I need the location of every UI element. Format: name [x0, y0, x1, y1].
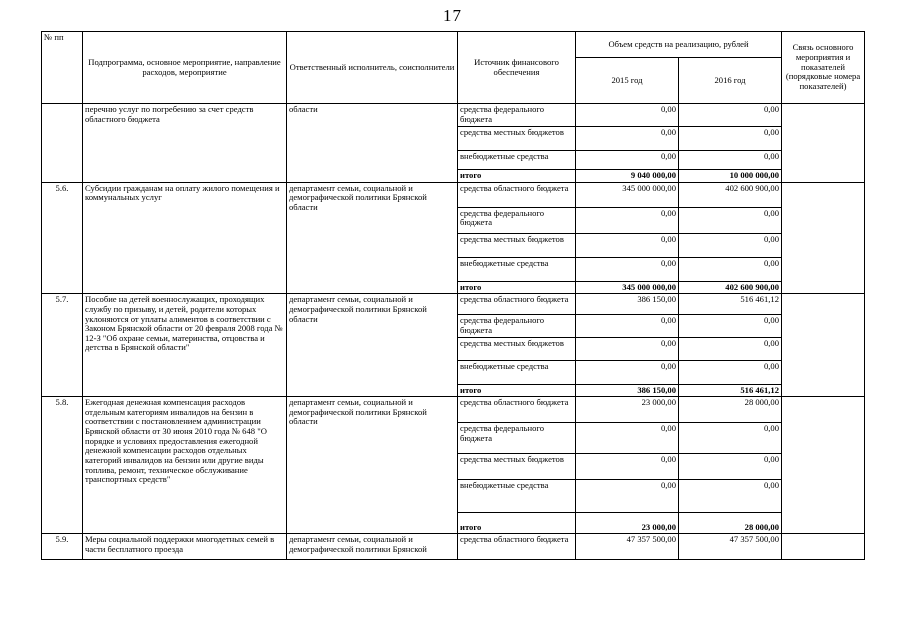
program-name: Субсидии гражданам на оплату жилого помещения и коммунальных услуг	[83, 182, 287, 294]
executor: департамент семьи, социальной и демографической политики Брянской области	[287, 294, 458, 397]
indicator-link	[782, 397, 865, 534]
header-volume: Объем средств на реализацию, рублей	[576, 32, 782, 58]
funding-source: средства местных бюджетов	[458, 454, 576, 480]
header-no: № пп	[42, 32, 83, 104]
funding-source: средства областного бюджета	[458, 397, 576, 423]
table-body	[42, 104, 865, 560]
page-number: 17	[443, 6, 462, 25]
funding-source: средства местных бюджетов	[458, 337, 576, 360]
total-2015: 345 000 000,00	[576, 281, 679, 294]
amount-2015: 386 150,00	[576, 294, 679, 315]
executor: департамент семьи, социальной и демографической политики Брянской области	[287, 182, 458, 294]
table-row	[42, 397, 865, 423]
funding-source: средства областного бюджета	[458, 534, 576, 560]
total-2016: 402 600 900,00	[679, 281, 782, 294]
total-2016: 28 000,00	[679, 513, 782, 534]
funding-source: средства местных бюджетов	[458, 127, 576, 151]
program-name: Меры социальной поддержки многодетных семей в части бесплатного проезда	[83, 534, 287, 560]
amount-2015: 0,00	[576, 104, 679, 127]
indicator-link	[782, 294, 865, 397]
amount-2016: 0,00	[679, 257, 782, 281]
header-executor: Ответственный исполнитель, соисполнители	[287, 32, 458, 104]
funding-source: средства федерального бюджета	[458, 207, 576, 233]
amount-2016: 0,00	[679, 480, 782, 513]
amount-2016: 0,00	[679, 454, 782, 480]
amount-2015: 0,00	[576, 315, 679, 337]
total-2015: 386 150,00	[576, 384, 679, 397]
amount-2015: 0,00	[576, 337, 679, 360]
amount-2016: 0,00	[679, 104, 782, 127]
amount-2016: 402 600 900,00	[679, 182, 782, 207]
amount-2015: 0,00	[576, 480, 679, 513]
funding-source: внебюджетные средства	[458, 480, 576, 513]
amount-2015: 0,00	[576, 454, 679, 480]
executor: департамент семьи, социальной и демографической политики Брянской	[287, 534, 458, 560]
funding-source: внебюджетные средства	[458, 360, 576, 384]
funding-source: внебюджетные средства	[458, 257, 576, 281]
amount-2016: 0,00	[679, 360, 782, 384]
indicator-link	[782, 182, 865, 294]
amount-2015: 0,00	[576, 360, 679, 384]
amount-2015: 0,00	[576, 257, 679, 281]
amount-2016: 0,00	[679, 337, 782, 360]
row-number: 5.8.	[42, 397, 83, 534]
program-name: Ежегодная денежная компенсация расходов отдельным категориям инвалидов на бензин в соответствии с постановлением администрации Брянской области от 30 июня 2010 года № 648 "О порядке и условиях предоставления ежегодной денежной компенсации расходов отдельных категорий инвалидов на бензин или другие виды топлива, ремонт, техническое обслуживание транспортных средств"	[83, 397, 287, 534]
row-number: 5.7.	[42, 294, 83, 397]
funding-source: средства областного бюджета	[458, 294, 576, 315]
row-number	[42, 104, 83, 183]
funding-source: средства областного бюджета	[458, 182, 576, 207]
table-row	[42, 534, 865, 560]
amount-2016: 0,00	[679, 207, 782, 233]
header-year-2016: 2016 год	[679, 58, 782, 104]
table-row	[42, 182, 865, 207]
total-2015: 23 000,00	[576, 513, 679, 534]
budget-table	[41, 31, 865, 560]
amount-2015: 0,00	[576, 423, 679, 454]
funding-source: средства местных бюджетов	[458, 233, 576, 257]
amount-2016: 0,00	[679, 151, 782, 170]
amount-2016: 516 461,12	[679, 294, 782, 315]
amount-2016: 0,00	[679, 233, 782, 257]
amount-2016: 28 000,00	[679, 397, 782, 423]
row-number: 5.9.	[42, 534, 83, 560]
executor: области	[287, 104, 458, 183]
indicator-link	[782, 104, 865, 183]
funding-source: внебюджетные средства	[458, 151, 576, 170]
header-program: Подпрограмма, основное мероприятие, направление расходов, мероприятие	[83, 32, 287, 104]
amount-2016: 47 357 500,00	[679, 534, 782, 560]
indicator-link	[782, 534, 865, 560]
funding-source: средства федерального бюджета	[458, 423, 576, 454]
total-2015: 9 040 000,00	[576, 170, 679, 183]
amount-2015: 0,00	[576, 233, 679, 257]
total-label: итого	[458, 281, 576, 294]
amount-2015: 0,00	[576, 207, 679, 233]
program-name: Пособие на детей военнослужащих, проходящих службу по призыву, и детей, родители которых уклоняются от уплаты алиментов в соответствии с Законом Брянской области от 20 февраля 2008 года № 12-З "Об охране семьи, материнства, отцовства и детства в Брянской области"	[83, 294, 287, 397]
amount-2016: 0,00	[679, 423, 782, 454]
total-label: итого	[458, 170, 576, 183]
amount-2016: 0,00	[679, 127, 782, 151]
header-year-2015: 2015 год	[576, 58, 679, 104]
amount-2015: 0,00	[576, 151, 679, 170]
table-row	[42, 294, 865, 315]
row-number: 5.6.	[42, 182, 83, 294]
header-link: Связь основного мероприятия и показателей (порядковые номера показателей)	[782, 32, 865, 104]
total-2016: 516 461,12	[679, 384, 782, 397]
amount-2015: 47 357 500,00	[576, 534, 679, 560]
amount-2016: 0,00	[679, 315, 782, 337]
table-row	[42, 104, 865, 127]
funding-source: средства федерального бюджета	[458, 315, 576, 337]
total-2016: 10 000 000,00	[679, 170, 782, 183]
funding-source: средства федерального бюджета	[458, 104, 576, 127]
total-label: итого	[458, 513, 576, 534]
total-label: итого	[458, 384, 576, 397]
amount-2015: 345 000 000,00	[576, 182, 679, 207]
amount-2015: 0,00	[576, 127, 679, 151]
executor: департамент семьи, социальной и демографической политики Брянской области	[287, 397, 458, 534]
header-source: Источник финансового обеспечения	[458, 32, 576, 104]
program-name: перечню услуг по погребению за счет средств областного бюджета	[83, 104, 287, 183]
amount-2015: 23 000,00	[576, 397, 679, 423]
